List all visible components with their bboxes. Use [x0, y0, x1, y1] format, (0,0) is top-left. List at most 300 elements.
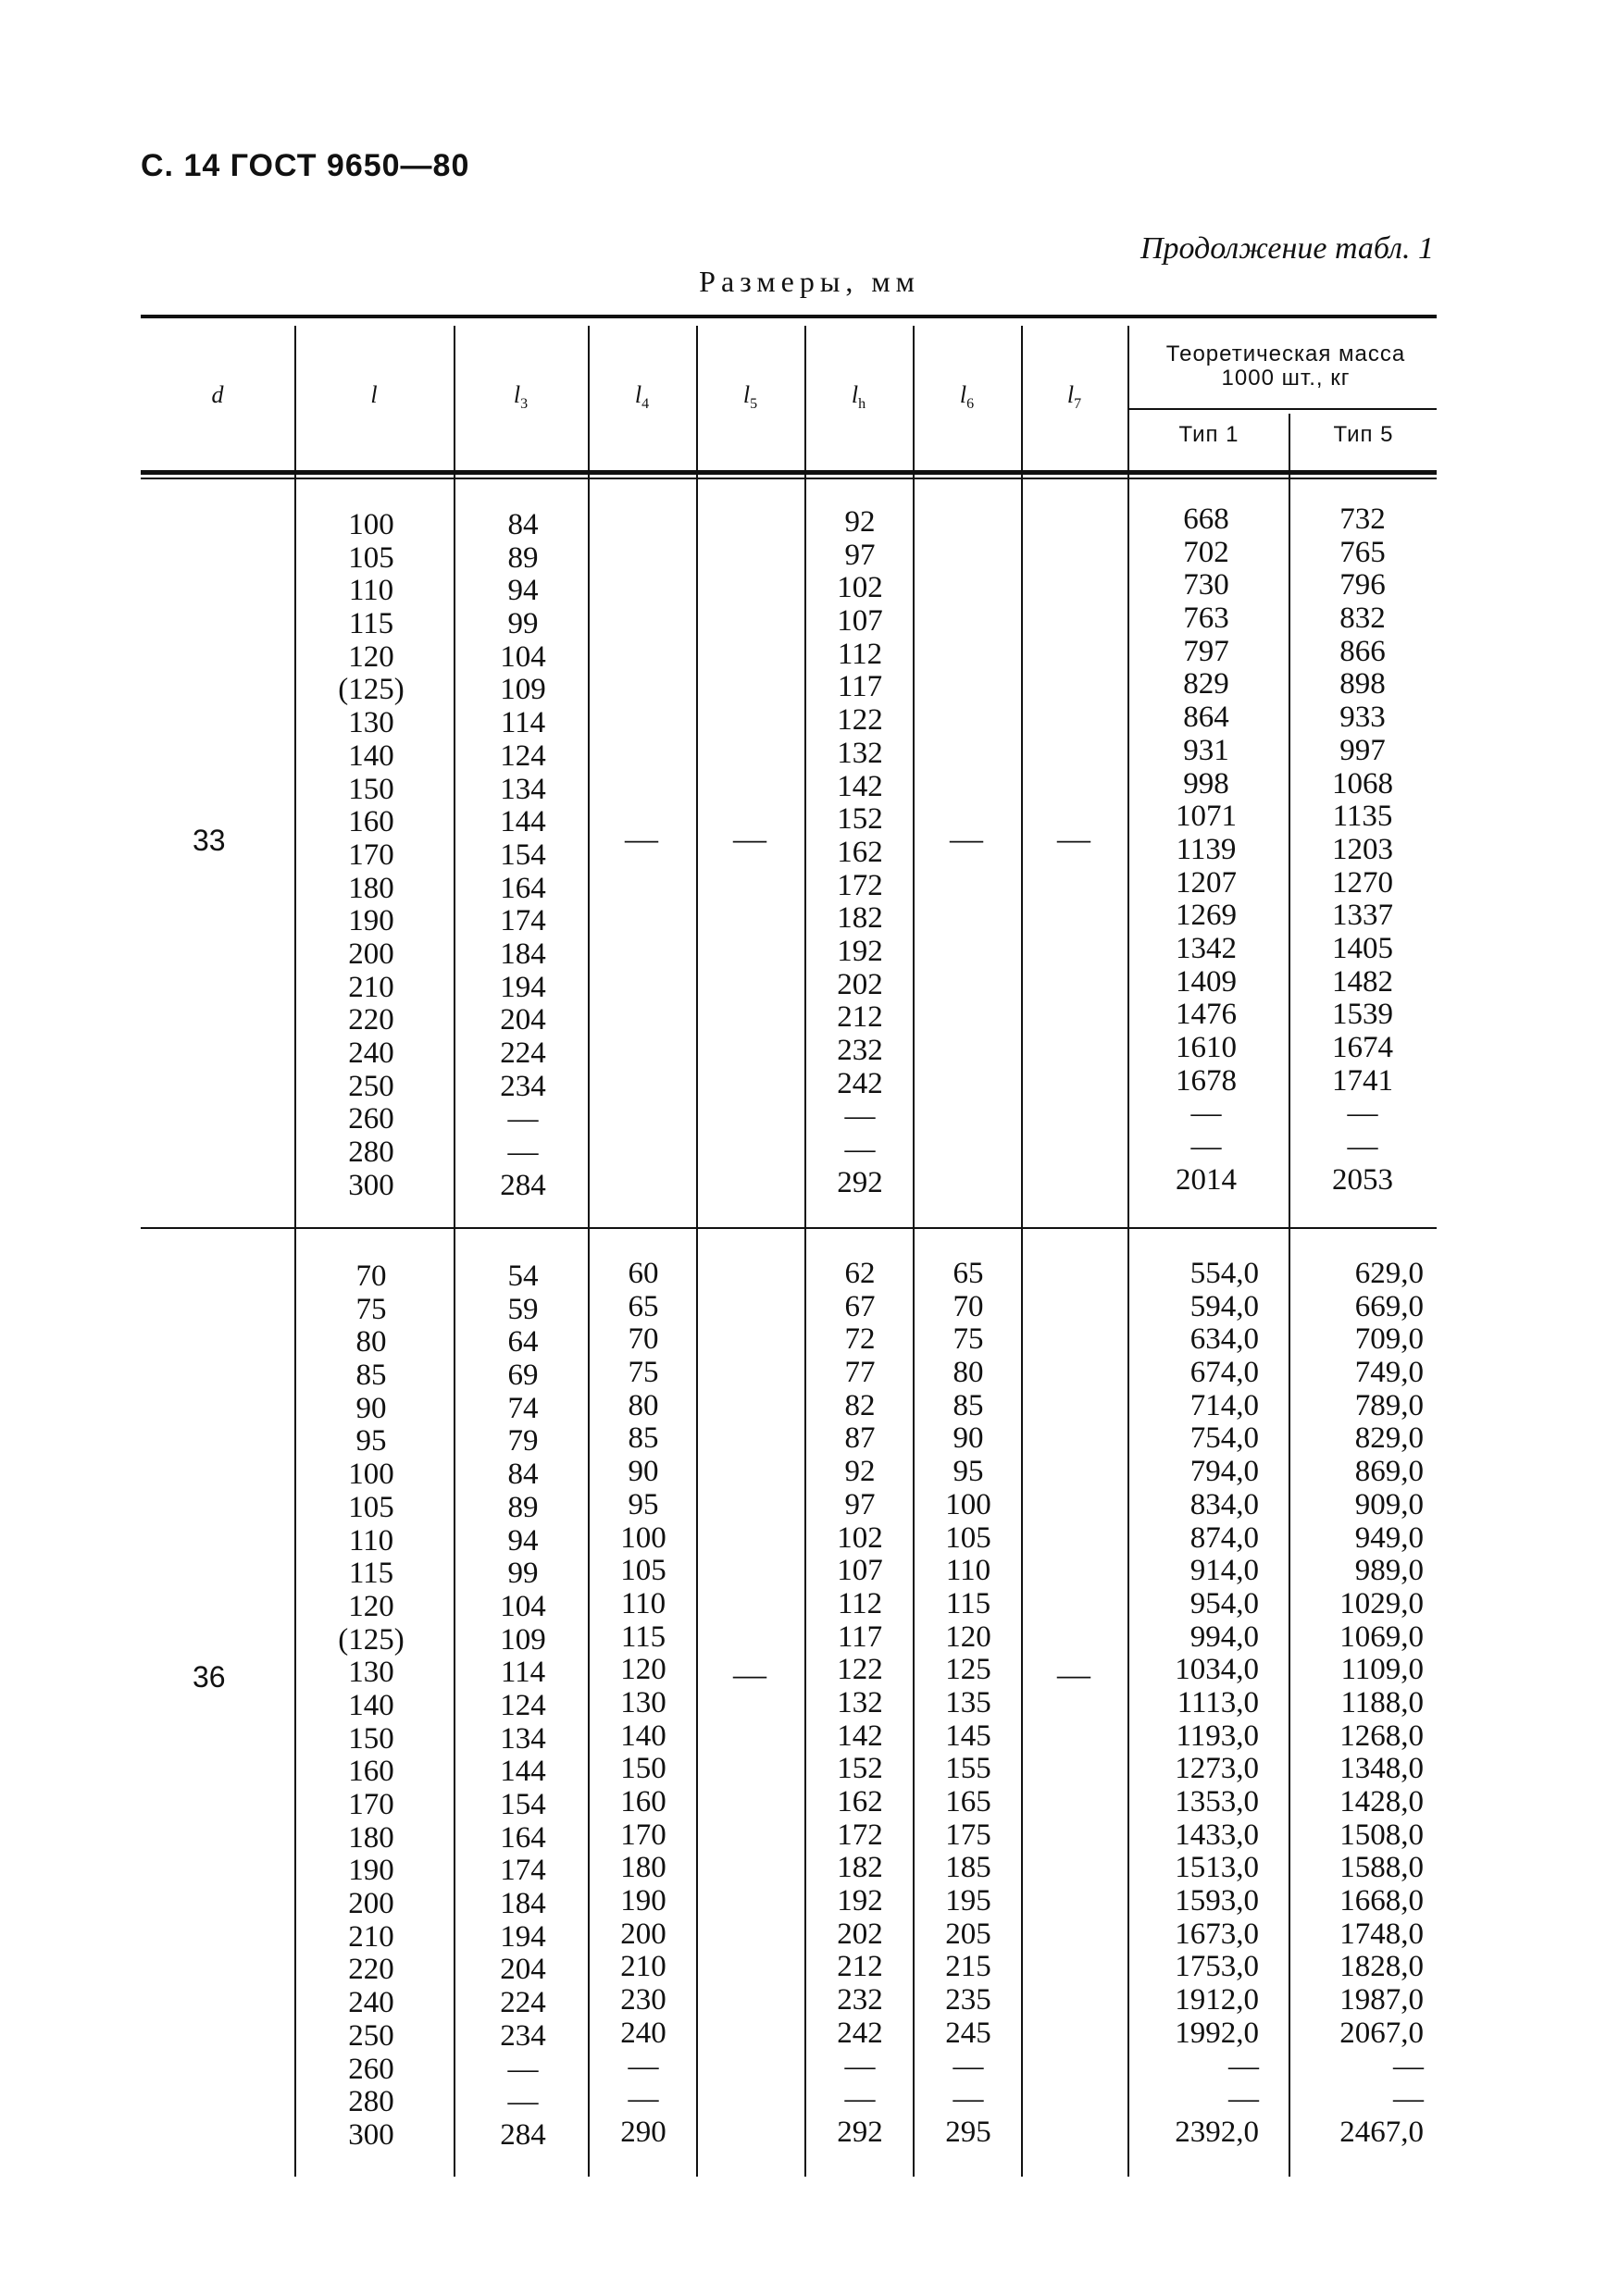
table-cell: 730 [1183, 568, 1229, 602]
table-cell: 869,0 [1354, 1455, 1424, 1489]
table-cell: 202 [837, 1917, 883, 1951]
table-cell: 85 [355, 1359, 387, 1393]
table-cell: — [1393, 2049, 1424, 2083]
table-cell: 115 [348, 1557, 394, 1591]
table-cell: — [953, 2082, 984, 2116]
table-cell: 202 [837, 967, 883, 1001]
table-cell: 215 [945, 1950, 991, 1984]
table-cell: 89 [507, 540, 539, 575]
table-cell: 99 [507, 1557, 539, 1591]
table-cell: 702 [1183, 535, 1229, 569]
table-cell: 1513,0 [1175, 1851, 1259, 1885]
table-cell: 95 [953, 1455, 984, 1489]
table-cell: 154 [500, 1788, 546, 1821]
table-cell: 1753,0 [1175, 1950, 1259, 1984]
table-cell: 175 [945, 1818, 991, 1852]
col-sep-l-l3 [454, 326, 455, 2177]
table-cell: 1741 [1332, 1063, 1393, 1098]
table-cell: 280 [348, 1136, 394, 1170]
table-cell: 864 [1183, 701, 1229, 735]
table-cell: 100 [348, 1458, 394, 1492]
table-cell: 140 [348, 738, 394, 773]
table-cell: 796 [1339, 568, 1386, 602]
table-cell: — [844, 2082, 876, 2116]
table-cell: 1139 [1176, 832, 1237, 866]
table-cell: 1273,0 [1175, 1752, 1259, 1786]
table-cell: 554,0 [1189, 1257, 1259, 1290]
table-cell: 1588,0 [1339, 1851, 1424, 1885]
table-cell: 1405 [1332, 931, 1393, 965]
group-33-d: 33 [193, 824, 226, 857]
table-cell: 292 [837, 2115, 883, 2149]
table-cell: 89 [507, 1490, 539, 1524]
table-cell: 122 [837, 1653, 883, 1687]
table-cell: 1673,0 [1175, 1917, 1259, 1951]
table-cell: 160 [348, 805, 394, 839]
col-sep-l4-l5 [696, 326, 698, 2177]
table-cell: 70 [953, 1289, 984, 1323]
table-cell: 260 [348, 2052, 394, 2086]
table-cell: 84 [507, 1458, 539, 1492]
table-cell: 165 [945, 1785, 991, 1818]
table-cell: 60 [628, 1257, 659, 1290]
table-cell: 132 [837, 736, 883, 770]
group-36-l7-dash: — [1057, 1656, 1090, 1693]
table-cell: — [1190, 1130, 1222, 1164]
table-cell: 235 [945, 1983, 991, 2017]
table-cell: 132 [837, 1685, 883, 1719]
table-cell: — [844, 2049, 876, 2083]
header-l3: $l_3$ [513, 381, 529, 413]
table-cell: 669,0 [1354, 1289, 1424, 1323]
table-cell: 80 [953, 1356, 984, 1390]
table-cell: 1342 [1176, 931, 1237, 965]
table-cell: 1748,0 [1339, 1917, 1424, 1951]
table-cell: 182 [837, 1851, 883, 1885]
table-cell: 70 [628, 1322, 659, 1357]
table-cell: 1337 [1332, 899, 1393, 933]
table-cell: 1409 [1176, 964, 1237, 999]
table-cell: 200 [620, 1917, 666, 1951]
table-cell: 145 [945, 1719, 991, 1753]
table-cell: 190 [348, 1854, 394, 1888]
table-cell: 245 [945, 2016, 991, 2050]
table-cell: 997 [1339, 733, 1386, 767]
header-l6: $l_6$ [959, 381, 975, 413]
table-cell: 204 [500, 1953, 546, 1987]
header-mass-line2: 1000 шт., кг [1221, 366, 1351, 391]
table-cell: 829 [1183, 667, 1229, 701]
table-cell: 122 [837, 703, 883, 738]
table-cell: 109 [500, 1622, 546, 1657]
table-cell: — [1190, 1097, 1222, 1131]
table-cell: 1992,0 [1175, 2016, 1259, 2050]
table-cell: 1203 [1332, 832, 1393, 866]
table-cell: 2392,0 [1175, 2115, 1259, 2149]
table-cell: 95 [628, 1487, 659, 1521]
col-sep-l3-l4 [588, 326, 590, 2177]
group-36-l3-col [472, 1260, 574, 2153]
table-cell: 300 [348, 2117, 394, 2152]
table-cell: 102 [837, 571, 883, 605]
table-cell: 109 [500, 673, 546, 707]
table-cell: — [953, 2049, 984, 2083]
table-cell: 834,0 [1189, 1487, 1259, 1521]
table-cell: 1069,0 [1339, 1620, 1424, 1654]
table-cell: 212 [837, 1000, 883, 1035]
table-cell: 115 [945, 1586, 991, 1620]
group-33-l-col [315, 509, 428, 1202]
table-cell: 192 [837, 1884, 883, 1918]
table-cell: 92 [844, 1455, 876, 1489]
table-cell: 85 [953, 1388, 984, 1422]
table-cell: 204 [500, 1003, 546, 1037]
table-cell: 832 [1339, 602, 1386, 636]
table-cell: 1029,0 [1339, 1586, 1424, 1620]
table-cell: 100 [620, 1520, 666, 1555]
table-cell: 100 [348, 508, 394, 541]
table-cell: 232 [837, 1034, 883, 1067]
table-cell: 240 [348, 1036, 394, 1070]
table-cell: 232 [837, 1983, 883, 2017]
table-cell: 210 [348, 1919, 394, 1954]
table-cell: 240 [620, 2016, 666, 2050]
table-cell: 1034,0 [1175, 1653, 1259, 1687]
table-cell: 104 [500, 1589, 546, 1623]
table-cell: 100 [945, 1487, 991, 1521]
table-cell: 194 [500, 970, 546, 1004]
col-sep-lh-l6 [913, 326, 915, 2177]
table-cell: 184 [500, 937, 546, 971]
group-36-l6-col [922, 1258, 1015, 2150]
table-cell: 144 [500, 1755, 546, 1789]
header-bottom-rule-2 [141, 478, 1437, 479]
group-36-type5-col [1292, 1258, 1424, 2150]
table-cell: 874,0 [1189, 1520, 1259, 1555]
table-cell: 594,0 [1189, 1289, 1259, 1323]
table-cell: 2467,0 [1339, 2115, 1424, 2149]
table-cell: 200 [348, 937, 394, 971]
table-cell: 954,0 [1189, 1586, 1259, 1620]
table-cell: — [844, 1133, 876, 1167]
table-cell: 130 [348, 1656, 394, 1690]
table-cell: 1668,0 [1339, 1884, 1424, 1918]
header-l: l [370, 381, 378, 408]
table-cell: 1270 [1332, 865, 1393, 900]
group-36-d: 36 [193, 1660, 226, 1694]
table-cell: 62 [844, 1257, 876, 1290]
table-cell: 80 [355, 1325, 387, 1359]
table-cell: 914,0 [1189, 1554, 1259, 1588]
table-cell: 195 [945, 1884, 991, 1918]
table-cell: 120 [620, 1653, 666, 1687]
table-cell: 124 [500, 1688, 546, 1722]
table-cell: 866 [1339, 634, 1386, 668]
table-cell: 162 [837, 835, 883, 869]
table-cell: 79 [507, 1424, 539, 1458]
table-cell: 295 [945, 2115, 991, 2149]
table-cell: 94 [507, 574, 539, 608]
table-cell: 1269 [1176, 899, 1237, 933]
table-cell: 120 [348, 639, 394, 674]
table-cell: 242 [837, 1066, 883, 1100]
table-cell: — [507, 2085, 539, 2119]
table-cell: 160 [620, 1785, 666, 1818]
table-cell: 234 [500, 1069, 546, 1103]
table-cell: 110 [348, 574, 394, 608]
group-36-l4-col [597, 1258, 690, 2150]
table-cell: 2067,0 [1339, 2016, 1424, 2050]
table-cell: 69 [507, 1359, 539, 1393]
table-cell: 102 [837, 1520, 883, 1555]
col-sep-d-l [294, 326, 296, 2177]
table-cell: 998 [1183, 766, 1229, 800]
table-cell: 1912,0 [1175, 1983, 1259, 2017]
table-cell: 909,0 [1354, 1487, 1424, 1521]
table-cell: 292 [837, 1165, 883, 1199]
table-cell: 1678 [1176, 1063, 1237, 1098]
table-cell: 134 [500, 1721, 546, 1756]
table-cell: 150 [348, 772, 394, 806]
table-cell: 107 [837, 1554, 883, 1588]
table-cell: 224 [500, 1036, 546, 1070]
table-cell: 172 [837, 1818, 883, 1852]
table-cell: 180 [348, 871, 394, 905]
table-cell: 142 [837, 1719, 883, 1753]
table-cell: 125 [945, 1653, 991, 1687]
table-cell: (125) [338, 673, 405, 707]
table-cell: 140 [620, 1719, 666, 1753]
table-cell: 2014 [1176, 1162, 1237, 1197]
page-header: С. 14 ГОСТ 9650—80 [141, 148, 470, 183]
table-cell: 174 [500, 904, 546, 938]
table-cell: 284 [500, 1168, 546, 1202]
table-cell: 75 [953, 1322, 984, 1357]
table-cell: 87 [844, 1421, 876, 1456]
table-cell: 1348,0 [1339, 1752, 1424, 1786]
table-cell: 170 [348, 838, 394, 872]
table-cell: 164 [500, 1820, 546, 1855]
table-cell: 182 [837, 901, 883, 936]
table-cell: 1610 [1176, 1031, 1237, 1064]
table-cell: 110 [945, 1554, 991, 1588]
table-cell: 180 [620, 1851, 666, 1885]
table-cell: 115 [348, 607, 394, 641]
group-separator [141, 1227, 1437, 1229]
top-rule [141, 315, 1437, 318]
table-cell: 144 [500, 805, 546, 839]
table-cell: 97 [844, 1487, 876, 1521]
table-cell: 1674 [1332, 1031, 1393, 1064]
table-cell: 170 [348, 1788, 394, 1821]
group-36-l-col [315, 1260, 428, 2153]
table-cell: 54 [507, 1260, 539, 1293]
table-cell: 1433,0 [1175, 1818, 1259, 1852]
table-cell: 135 [945, 1685, 991, 1719]
table-cell: 1188,0 [1340, 1685, 1424, 1719]
table-cell: 117 [837, 1620, 883, 1654]
table-cell: 112 [837, 1586, 883, 1620]
table-cell: 72 [844, 1322, 876, 1357]
header-d: d [211, 381, 224, 408]
header-l4: $l_4$ [634, 381, 650, 413]
table-cell: 75 [355, 1292, 387, 1326]
table-cell: 200 [348, 1887, 394, 1921]
table-cell: 1113,0 [1177, 1685, 1259, 1719]
group-36-l5-dash: — [733, 1656, 766, 1693]
header-mass-line1: Теоретическая масса [1165, 341, 1406, 366]
table-cell: 155 [945, 1752, 991, 1786]
table-cell: 97 [844, 538, 876, 572]
table-cell: 190 [348, 904, 394, 938]
group-36-lh-col [815, 1258, 905, 2150]
table-cell: 732 [1339, 503, 1386, 536]
table-cell: 250 [348, 1069, 394, 1103]
group-33-l3-col [472, 509, 574, 1202]
table-cell: 59 [507, 1292, 539, 1326]
table-cell: (125) [338, 1622, 405, 1657]
group-33-l6-dash: — [950, 820, 983, 857]
table-cell: 1071 [1176, 800, 1237, 834]
table-cell: 1353,0 [1175, 1785, 1259, 1818]
table-cell: 80 [628, 1388, 659, 1422]
table-cell: — [1347, 1097, 1378, 1131]
table-cell: — [507, 1136, 539, 1170]
table-cell: 2053 [1332, 1162, 1393, 1197]
header-mass [1131, 342, 1440, 391]
col-sep-l6-l7 [1021, 326, 1023, 2177]
table-cell: 77 [844, 1356, 876, 1390]
table-cell: 105 [348, 540, 394, 575]
table-cell: 210 [348, 970, 394, 1004]
table-cell: 242 [837, 2016, 883, 2050]
table-cell: 989,0 [1354, 1554, 1424, 1588]
table-cell: 65 [953, 1257, 984, 1290]
table-cell: 99 [507, 607, 539, 641]
header-l7: $l_7$ [1066, 381, 1082, 413]
table-cell: 140 [348, 1688, 394, 1722]
table-cell: 170 [620, 1818, 666, 1852]
table-cell: 65 [628, 1289, 659, 1323]
table-cell: 130 [620, 1685, 666, 1719]
table-cell: 668 [1183, 503, 1229, 536]
table-cell: 1135 [1332, 800, 1393, 834]
table-cell: 234 [500, 2018, 546, 2053]
table-cell: — [1228, 2082, 1259, 2116]
table-cell: 898 [1339, 667, 1386, 701]
table-cell: 212 [837, 1950, 883, 1984]
header-lh: $l_h$ [851, 381, 866, 413]
table-cell: 115 [620, 1620, 666, 1654]
table-cell: 194 [500, 1919, 546, 1954]
table-cell: 70 [355, 1260, 387, 1293]
table-cell: 949,0 [1354, 1520, 1424, 1555]
table-cell: 1828,0 [1339, 1950, 1424, 1984]
table-cell: 92 [844, 505, 876, 539]
table-cell: 933 [1339, 701, 1386, 735]
table-cell: 1268,0 [1339, 1719, 1424, 1753]
table-cell: 104 [500, 639, 546, 674]
table-cell: 230 [620, 1983, 666, 2017]
table-cell: 105 [945, 1520, 991, 1555]
table-cell: 180 [348, 1820, 394, 1855]
table-cell: 1428,0 [1339, 1785, 1424, 1818]
table-cell: 94 [507, 1523, 539, 1558]
table-cell: 797 [1183, 634, 1229, 668]
table-cell: 1593,0 [1175, 1884, 1259, 1918]
table-cell: — [844, 1099, 876, 1134]
table-cell: 75 [628, 1356, 659, 1390]
table-cell: 114 [500, 1656, 546, 1690]
table-cell: 110 [620, 1586, 666, 1620]
table-cell: — [628, 2082, 659, 2116]
mass-subheader-rule [1127, 408, 1437, 410]
table-cell: 634,0 [1189, 1322, 1259, 1357]
header-l5: $l_5$ [742, 381, 758, 413]
table-cell: 120 [348, 1589, 394, 1623]
table-cell: 82 [844, 1388, 876, 1422]
table-cell: 130 [348, 706, 394, 740]
table-cell: 250 [348, 2018, 394, 2053]
table-cell: 184 [500, 1887, 546, 1921]
table-cell: 205 [945, 1917, 991, 1951]
table-cell: 765 [1339, 535, 1386, 569]
table-cell: 749,0 [1354, 1356, 1424, 1390]
table-cell: 994,0 [1189, 1620, 1259, 1654]
continuation-label: Продолжение табл. 1 [1140, 231, 1434, 266]
table-cell: 1109,0 [1340, 1653, 1424, 1687]
table-cell: 714,0 [1189, 1388, 1259, 1422]
table-cell: 290 [620, 2115, 666, 2149]
table-cell: 260 [348, 1102, 394, 1136]
table-cell: 1476 [1176, 998, 1237, 1032]
group-33-type5-col [1305, 503, 1420, 1197]
table-cell: 150 [348, 1721, 394, 1756]
table-cell: 829,0 [1354, 1421, 1424, 1456]
table-cell: — [1228, 2049, 1259, 2083]
table-cell: 300 [348, 1168, 394, 1202]
table-cell: 105 [348, 1490, 394, 1524]
table-cell: 112 [837, 637, 883, 671]
table-cell: 152 [837, 802, 883, 837]
table-cell: — [507, 2052, 539, 2086]
table-cell: 709,0 [1354, 1322, 1424, 1357]
table-cell: 84 [507, 508, 539, 541]
table-cell: 224 [500, 1986, 546, 2020]
group-36-type1-col [1131, 1258, 1259, 2150]
group-33-type1-col [1148, 503, 1264, 1197]
group-33-l5-dash: — [733, 820, 766, 857]
table-cell: 164 [500, 871, 546, 905]
table-cell: 160 [348, 1755, 394, 1789]
table-cell: 1207 [1176, 865, 1237, 900]
table-cell: — [628, 2049, 659, 2083]
table-cell: 1193,0 [1176, 1719, 1259, 1753]
table-cell: 931 [1183, 733, 1229, 767]
table-cell: 789,0 [1354, 1388, 1424, 1422]
table-cell: 240 [348, 1986, 394, 2020]
table-cell: 220 [348, 1953, 394, 1987]
table-cell: 124 [500, 738, 546, 773]
table-cell: 763 [1183, 602, 1229, 636]
header-bottom-rule [141, 470, 1437, 475]
table-cell: 280 [348, 2085, 394, 2119]
table-cell: 284 [500, 2117, 546, 2152]
table-cell: — [1347, 1130, 1378, 1164]
table-cell: 185 [945, 1851, 991, 1885]
group-33-l7-dash: — [1057, 820, 1090, 857]
table-cell: 74 [507, 1391, 539, 1425]
